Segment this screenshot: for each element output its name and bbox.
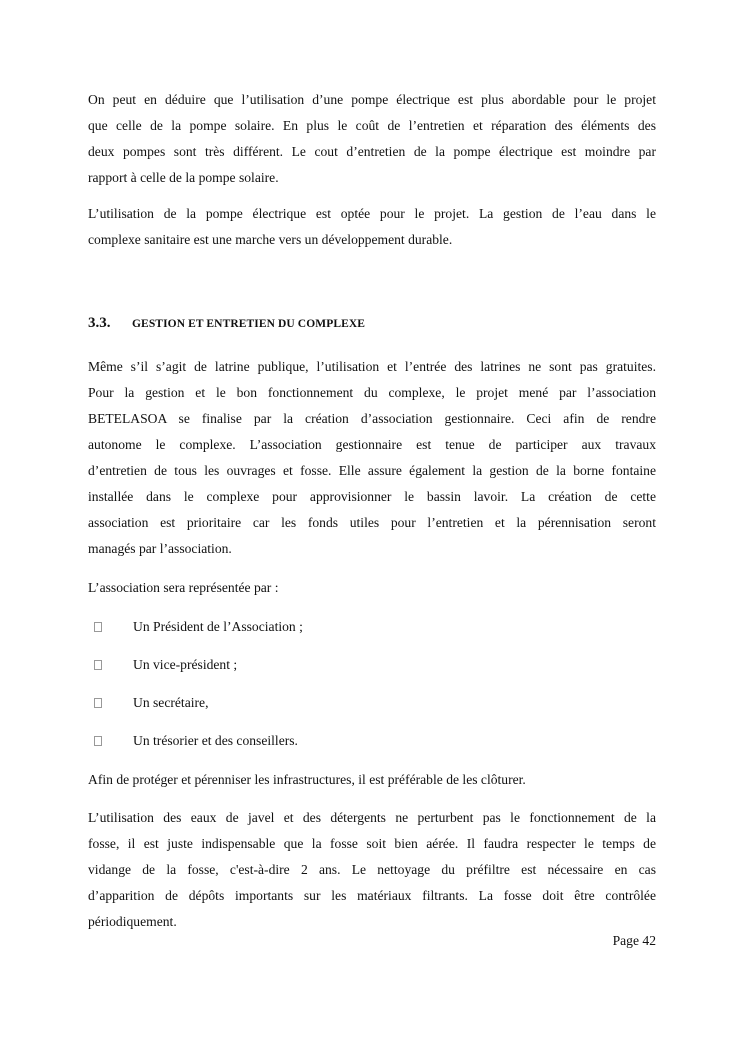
text-line: autonome le complexe. L’association gestionnaire est tenue de participer aux travaux: [88, 437, 656, 452]
paragraph-4: [88, 575, 656, 601]
section-number: 3.3.: [88, 315, 111, 331]
text-line: que celle de la pompe solaire. En plus le coût de l’entretien et réparation des éléments des: [88, 118, 656, 133]
text-line: On peut en déduire que l’utilisation d’une pompe électrique est plus abordable pour le projet: [88, 92, 656, 107]
section-heading: [88, 310, 365, 336]
text-line: d’entretien de tous les ouvrages et fosse. Elle assure également la gestion de la borne fontaine: [88, 463, 656, 478]
bullet-text: Un vice-président ;: [133, 657, 238, 672]
paragraph-2: [88, 201, 656, 253]
bullet-box-icon: [94, 736, 102, 746]
paragraph-3: [88, 354, 656, 562]
text-line: périodiquement.: [88, 914, 177, 929]
text-line: L’utilisation de la pompe électrique est optée pour le projet. La gestion de l’eau dans le: [88, 206, 656, 221]
text-line: Pour la gestion et le bon fonctionnement du complexe, le projet mené par l’association: [88, 385, 656, 400]
text-line: deux pompes sont très différent. Le cout d’entretien de la pompe électrique est moindre par: [88, 144, 656, 159]
text-line: d’apparition de dépôts importants sur les matériaux filtrants. La fosse doit être contrôlée: [88, 888, 656, 903]
bullet-text: Un secrétaire,: [133, 695, 209, 710]
text-line: L’association sera représentée par :: [88, 580, 279, 595]
bullet-box-icon: [94, 660, 102, 670]
page-number: Page 42: [612, 933, 656, 948]
paragraph-1: [88, 87, 656, 191]
text-line: managés par l’association.: [88, 541, 232, 556]
text-line: L’utilisation des eaux de javel et des détergents ne perturbent pas le fonctionnement de la: [88, 810, 656, 825]
paragraph-5: [88, 767, 656, 793]
text-line: Afin de protéger et pérenniser les infrastructures, il est préférable de les clôturer.: [88, 772, 526, 787]
bullet-box-icon: [94, 698, 102, 708]
text-line: vidange de la fosse, c'est-à-dire 2 ans. Le nettoyage du préfiltre est nécessaire en cas: [88, 862, 656, 877]
text-line: installée dans le complexe pour approvisionner le bassin lavoir. La création de cette: [88, 489, 656, 504]
bullet-box-icon: [94, 622, 102, 632]
bullet-text: Un trésorier et des conseillers.: [133, 733, 298, 748]
text-line: BETELASOA se finalise par la création d’association gestionnaire. Ceci afin de rendre: [88, 411, 656, 426]
paragraph-6: [88, 805, 656, 935]
text-line: rapport à celle de la pompe solaire.: [88, 170, 279, 185]
text-line: fosse, il est juste indispensable que la fosse soit bien aérée. Il faudra respecter le temps de: [88, 836, 656, 851]
text-line: association est prioritaire car les fonds utiles pour l’entretien et la pérennisation seront: [88, 515, 656, 530]
text-line: Même s’il s’agit de latrine publique, l’utilisation et l’entrée des latrines ne sont pas gratuites.: [88, 359, 656, 374]
section-title: GESTION ET ENTRETIEN DU COMPLEXE: [132, 318, 366, 330]
bullet-text: Un Président de l’Association ;: [133, 619, 303, 634]
text-line: complexe sanitaire est une marche vers un développement durable.: [88, 232, 453, 247]
